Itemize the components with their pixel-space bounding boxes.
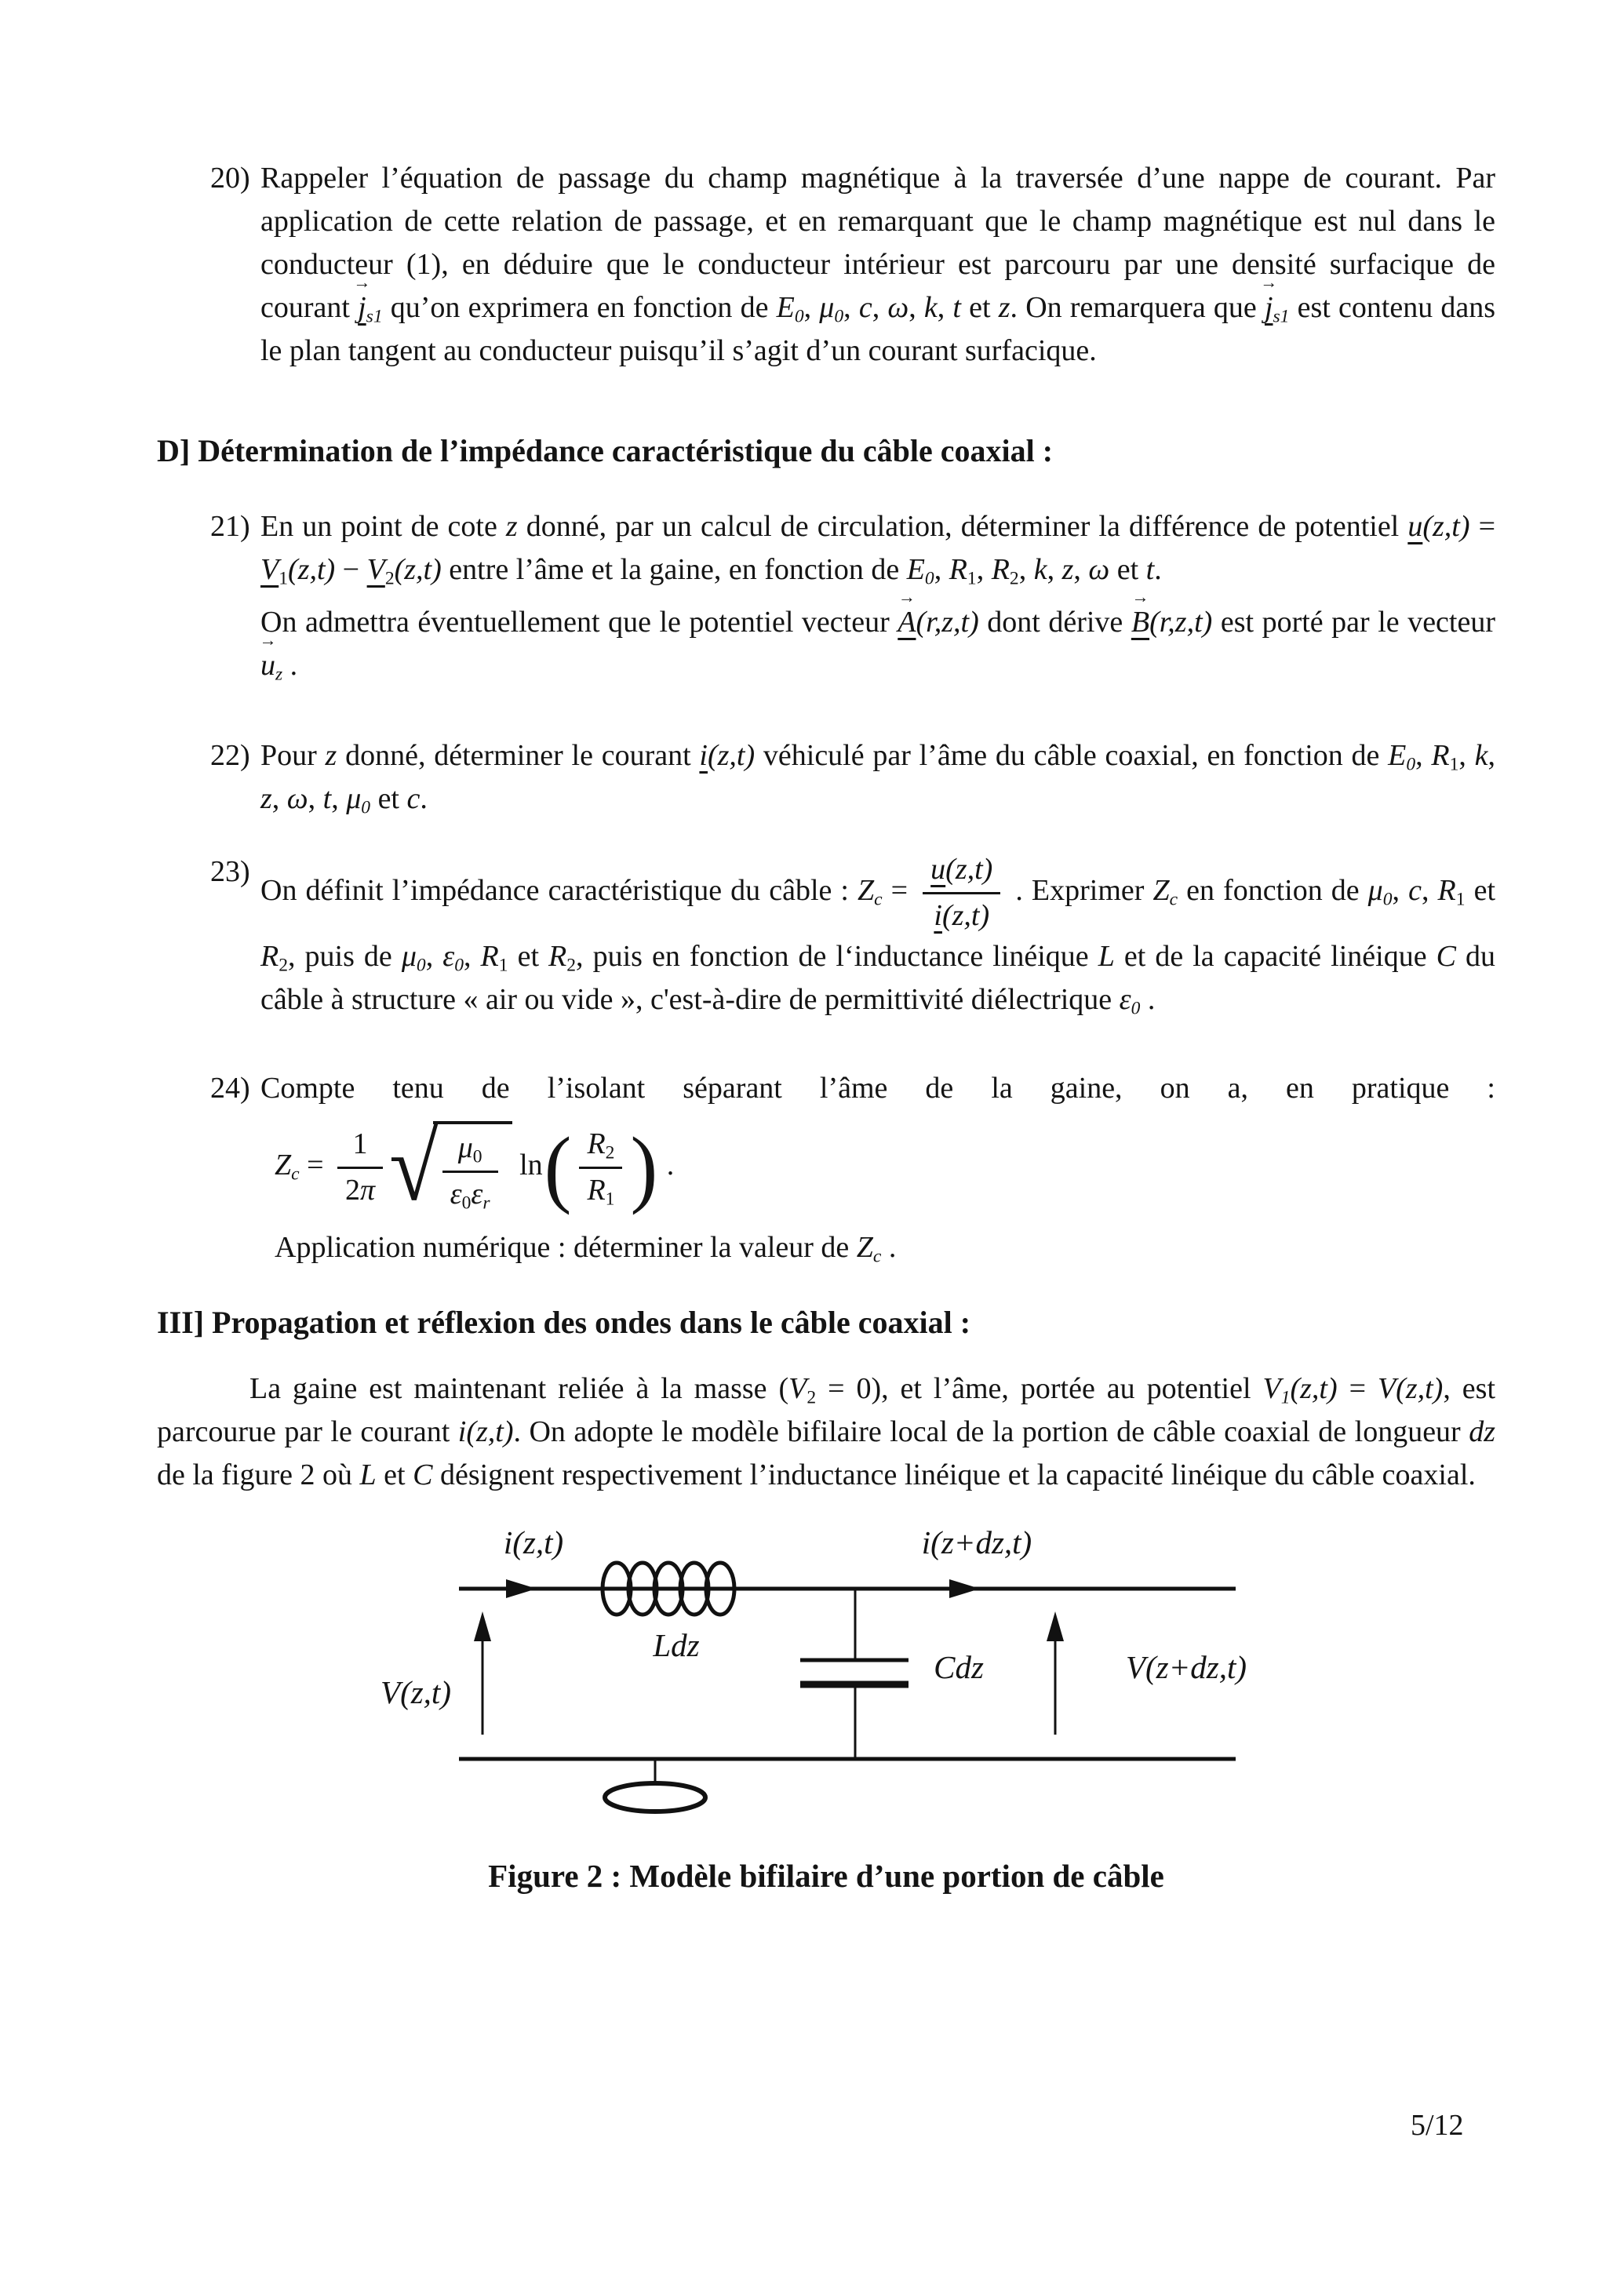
label-inductance: Ldz xyxy=(653,1627,700,1664)
capacitor xyxy=(800,1589,908,1759)
page-content xyxy=(157,157,1495,1898)
question-20-number: 20) xyxy=(210,162,250,195)
question-22-text: Pour z donné, déterminer le courant i(z,t) véhiculé par l’âme du câble coaxial, en fonction de $E_0$, $R_1$, k, z, ω, t, $\mu_0$ et c. xyxy=(260,739,1495,818)
question-22-number: 22) xyxy=(210,739,250,772)
question-23 xyxy=(157,850,1495,1021)
circuit-diagram xyxy=(157,1530,1495,1826)
current-arrow-left-icon xyxy=(506,1579,537,1598)
question-20 xyxy=(157,157,1495,373)
impedance-formula: $Z_c$ = $\frac{1}{2\pi}$ √ $\frac{\mu_0}{\varepsilon_0\varepsilon_r}$ ln( $\frac{R_2}{R_1}$ ) . xyxy=(275,1113,675,1222)
question-20-text: Rappeler l’équation de passage du champ magnétique à la traversée d’une nappe de courant. Par application de cette relation de passage, et en remarquant que le champ magnétique est nul dans le conducteur (1), en déduire que le conducteur intérieur est parcouru par une densité surfacique de courant → $j_{s1}$ qu’on exprimera en fonction de $E_0$, $\mu_0$, c, ω, k, t et z. On remarquera que → $j_{s1}$ est contenu dans le plan tangent au conducteur puisqu’il s’agit d’un courant surfacique. xyxy=(260,157,1495,373)
question-21-note: On admettra éventuellement que le potentiel vecteur → A(r,z,t) dont dérive → B(r,z,t) est porté par le vecteur → $u_z$ . xyxy=(260,601,1495,687)
question-24 xyxy=(157,1067,1495,1110)
label-voltage-in: V(z,t) xyxy=(381,1674,451,1711)
section-iii-paragraph: La gaine est maintenant reliée à la masse $(V_2 = 0)$, et l’âme, portée au potentiel $V_1(z,t) = V(z,t)$, est parcourue par le courant i(z,t). On adopte le modèle bifilaire local de la portion de câble coaxial de longueur dz de la figure 2 où L et C désignent respectivement l’inductance linéique et la capacité linéique du câble coaxial. xyxy=(157,1372,1495,1492)
question-24-text: Compte tenu de l’isolant séparant l’âme de la gaine, on a, en pratique : xyxy=(260,1072,1495,1105)
question-22 xyxy=(157,734,1495,821)
question-21 xyxy=(157,505,1495,687)
voltage-arrow-left-icon xyxy=(474,1611,491,1735)
question-21-number: 21) xyxy=(210,510,250,543)
section-heading-d: D] Détermination de l’impédance caractéristique du câble coaxial : xyxy=(157,433,1054,468)
application-numerique: Application numérique : déterminer la valeur de $Z_c$ . xyxy=(275,1231,897,1267)
label-current-out: i(z+dz,t) xyxy=(921,1524,1032,1561)
ground-symbol-icon xyxy=(605,1759,705,1812)
label-current-in: i(z,t) xyxy=(503,1524,564,1561)
label-capacitance: Cdz xyxy=(934,1649,984,1686)
figure-2-caption: Figure 2 : Modèle bifilaire d’une portion de câble xyxy=(488,1858,1164,1895)
question-23-number: 23) xyxy=(210,855,250,888)
question-21-text: En un point de cote z donné, par un calcul de circulation, déterminer la différence de potentiel $u(z,t) = V_1(z,t) - V_2(z,t)$ entre l’âme et la gaine, en fonction de $E_0$, $R_1$, $R_2$, k, z, ω et t. xyxy=(260,510,1496,589)
question-23-text: On définit l’impédance caractéristique du câble : $Z_c$ = $\frac{u(z,t)}{i(z,t)}$ . Exprimer $Z_c$ en fonction de $\mu_0$, c, $R_1$ et $R_2$, puis de $\mu_0$, $\varepsilon_0$, $R_1$ et $R_2$, puis en fonction de l‘inductance linéique L et de la capacité linéique C du câble à structure « air ou vide », c'est-à-dire de permittivité diélectrique $\varepsilon_0$ . xyxy=(260,850,1495,1021)
page-number: 5/12 xyxy=(1411,2109,1464,2142)
label-voltage-out: V(z+dz,t) xyxy=(1125,1649,1247,1686)
section-heading-iii: III] Propagation et réflexion des ondes dans le câble coaxial : xyxy=(157,1305,971,1341)
figure-2 xyxy=(157,1524,1495,1826)
voltage-arrow-right-icon xyxy=(1047,1611,1064,1735)
question-24-number: 24) xyxy=(210,1072,250,1105)
current-arrow-right-icon xyxy=(949,1579,980,1598)
